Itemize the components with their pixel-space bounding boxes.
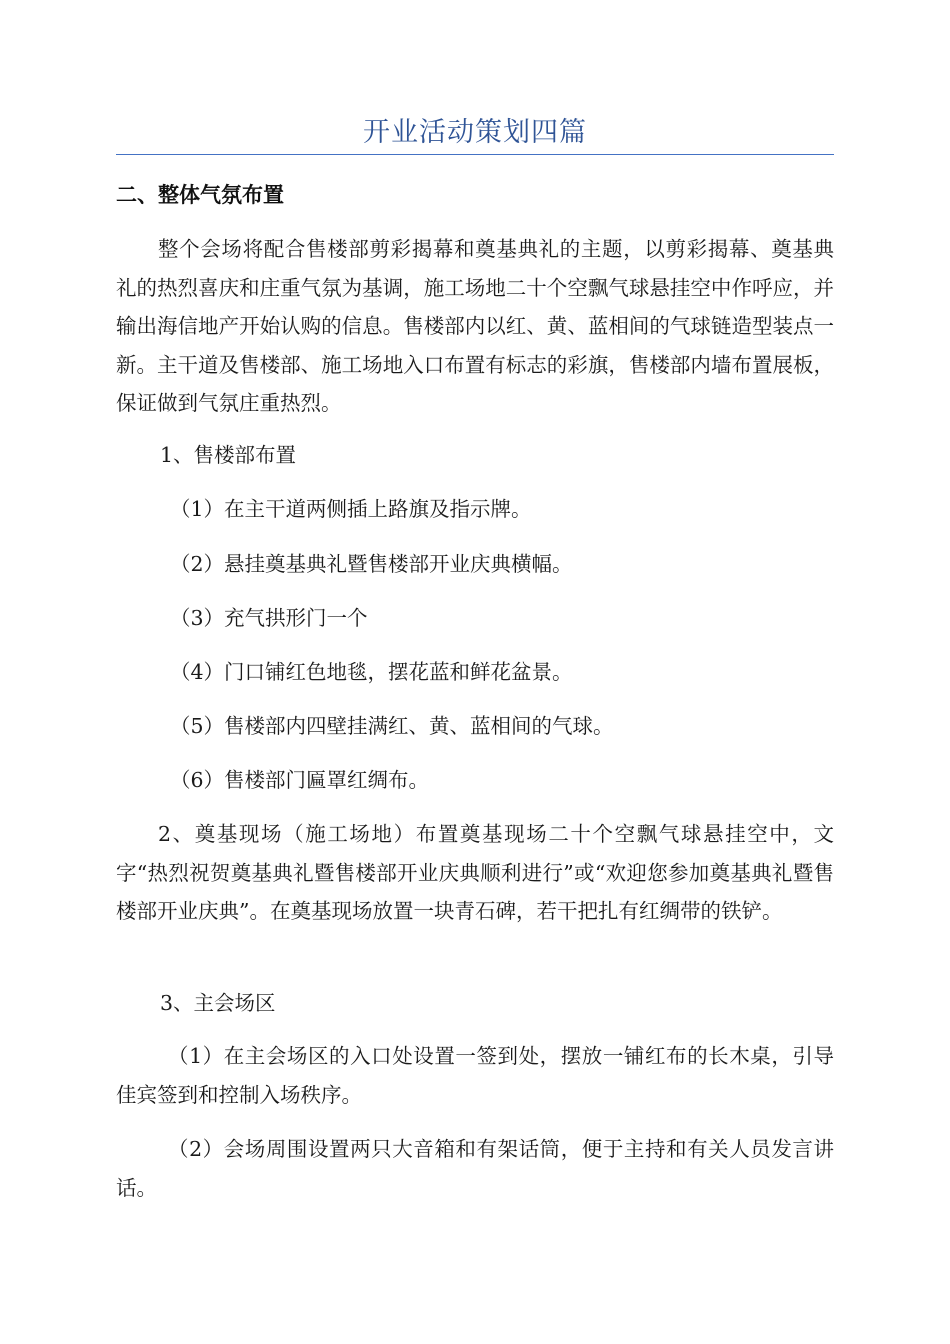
part1-item: （6）售楼部门匾罩红绸布。 <box>170 768 430 792</box>
part1-item: （3）充气拱形门一个 <box>170 606 368 630</box>
part3-heading: 3、主会场区 <box>160 991 276 1015</box>
part1-item: （5）售楼部内四壁挂满红、黄、蓝相间的气球。 <box>170 714 614 738</box>
title-underline <box>116 154 834 155</box>
part1-item: （1）在主干道两侧插上路旗及指示牌。 <box>170 497 532 521</box>
part1-item: （4）门口铺红色地毯，摆花蓝和鲜花盆景。 <box>170 660 573 684</box>
section-heading: 二、整体气氛布置 <box>116 183 284 207</box>
part3-item: （2）会场周围设置两只大音箱和有架话筒，便于主持和有关人员发言讲话。 <box>116 1137 834 1200</box>
part3-item: （1）在主会场区的入口处设置一签到处，摆放一铺红布的长木桌，引导佳宾签到和控制入场秩序。 <box>116 1044 834 1107</box>
part2-paragraph: 2、奠基现场（施工场地）布置奠基现场二十个空飘气球悬挂空中，文字“热烈祝贺奠基典礼暨售楼部开业庆典顺利进行”或“欢迎您参加奠基典礼暨售楼部开业庆典”。在奠基现场放置一块青石碑，若干把扎有红绸带的铁铲。 <box>116 822 834 923</box>
part1-item: （2）悬挂奠基典礼暨售楼部开业庆典横幅。 <box>170 552 573 576</box>
part1-heading: 1、售楼部布置 <box>160 443 297 467</box>
intro-paragraph: 整个会场将配合售楼部剪彩揭幕和奠基典礼的主题，以剪彩揭幕、奠基典礼的热烈喜庆和庄重气氛为基调，施工场地二十个空飘气球悬挂空中作呼应，并输出海信地产开始认购的信息。售楼部内以红、黄、蓝相间的气球链造型装点一新。主干道及售楼部、施工场地入口布置有标志的彩旗，售楼部内墙布置展板，保证做到气氛庄重热烈。 <box>116 237 834 415</box>
document-title: 开业活动策划四篇 <box>363 117 587 148</box>
